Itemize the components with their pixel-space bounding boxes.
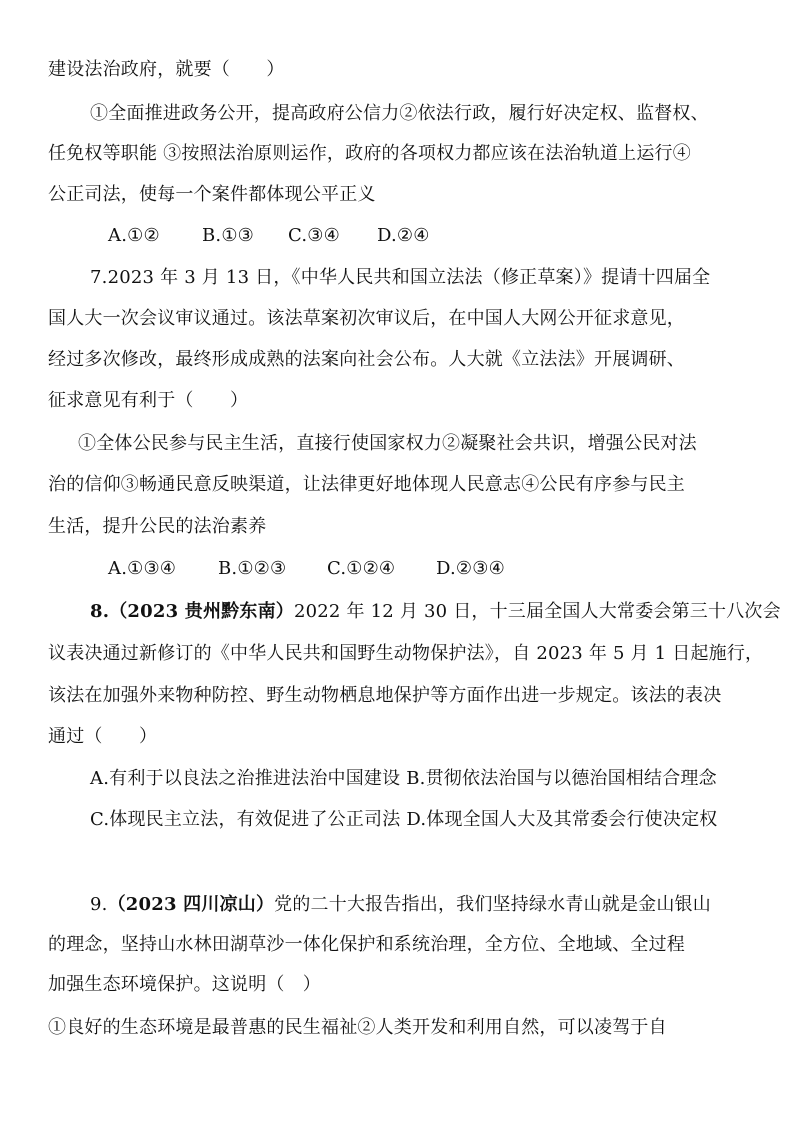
q8-stem-line: 通过（ ） [48, 726, 158, 747]
q6-stem-tail: 建设法治政府，就要（ ） [48, 59, 285, 80]
q9-stem-first-line [90, 892, 711, 918]
q6-options [108, 223, 430, 249]
q8-option-line[interactable]: A.有利于以良法之治推进法治中国建设 B.贯彻依法治国与以德治国相结合理念 [90, 768, 717, 789]
q9-statement-line: ①良好的生态环境是最普惠的民生福祉②人类开发和利用自然，可以凌驾于自 [48, 1017, 667, 1038]
q6-statement-line: ①全面推进政务公开，提高政府公信力②依法行政，履行好决定权、监督权、 [90, 103, 709, 124]
q7-option-c[interactable]: C.①②④ [327, 558, 396, 579]
q7-stem-line: 征求意见有利于（ ） [48, 390, 249, 411]
q7-option-d[interactable]: D.②③④ [436, 558, 505, 579]
q7-statement-line: ①全体公民参与民主生活，直接行使国家权力②凝聚社会共识，增强公民对法 [78, 433, 697, 454]
q6-statement-line: 任免权等职能 ③按照法治原则运作，政府的各项权力都应该在法治轨道上运行④ [48, 143, 691, 164]
q7-stem-line: 7.2023 年 3 月 13 日，《中华人民共和国立法法（修正草案）》提请十四届全 [90, 267, 711, 288]
q7-statement-line: 治的信仰③畅通民意反映渠道，让法律更好地体现人民意志④公民有序参与民主 [48, 474, 685, 495]
q7-options [108, 556, 505, 582]
q9-source: （2023 四川凉山） [107, 894, 275, 915]
q7-statement-line: 生活，提升公民的法治素养 [48, 516, 267, 537]
q8-option-line[interactable]: C.体现民主立法，有效促进了公正司法 D.体现全国人大及其常委会行使决定权 [90, 809, 718, 830]
q8-stem-text: 2022 年 12 月 30 日，十三届全国人大常委会第三十八次会 [293, 601, 781, 622]
q8-stem-line: 该法在加强外来物种防控、野生动物栖息地保护等方面作出进一步规定。该法的表决 [48, 685, 722, 706]
q7-option-a[interactable]: A.①③④ [108, 558, 177, 579]
q6-option-d[interactable]: D.②④ [377, 225, 430, 246]
q6-option-a[interactable]: A.①② [108, 225, 160, 246]
q7-option-b[interactable]: B.①②③ [218, 558, 287, 579]
q9-stem-text: 党的二十大报告指出，我们坚持绿水青山就是金山银山 [274, 894, 711, 915]
q8-stem-line: 议表决通过新修订的《中华人民共和国野生动物保护法》，自 2023 年 5 月 1 日起施行， [48, 643, 764, 664]
q8-number: 8. [90, 601, 110, 622]
q6-statement-line: 公正司法，使每一个案件都体现公平正义 [48, 184, 376, 205]
q8-stem-first-line [90, 599, 781, 625]
q9-stem-line: 加强生态环境保护。这说明（ ） [48, 974, 321, 995]
q7-stem-line: 国人大一次会议审议通过。该法草案初次审议后，在中国人大网公开征求意见， [48, 308, 685, 329]
q9-stem-line: 的理念，坚持山水林田湖草沙一体化保护和系统治理，全方位、全地域、全过程 [48, 934, 685, 955]
q7-stem-line: 经过多次修改，最终形成成熟的法案向社会公布。人大就《立法法》开展调研、 [48, 349, 685, 370]
q6-option-b[interactable]: B.①③ [202, 225, 255, 246]
q9-number: 9. [90, 894, 108, 915]
q6-option-c[interactable]: C.③④ [288, 225, 340, 246]
q8-source: （2023 贵州黔东南） [109, 601, 294, 622]
